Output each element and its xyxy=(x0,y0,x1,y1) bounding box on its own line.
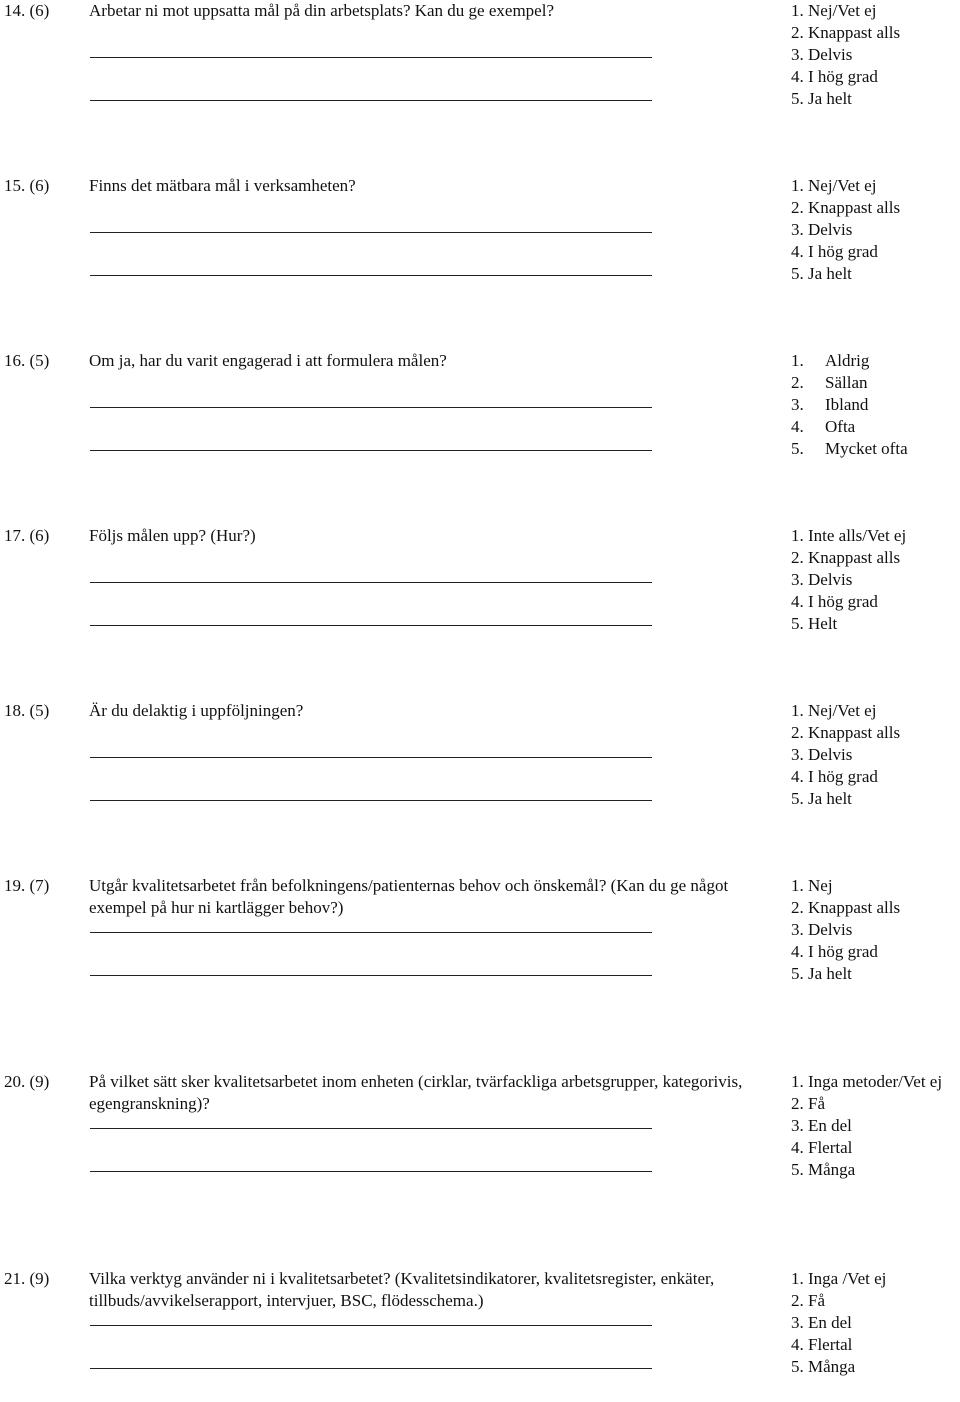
answer-line[interactable] xyxy=(90,757,652,758)
answer-option[interactable]: 1. Nej/Vet ej xyxy=(791,701,877,720)
answer-option[interactable]: 4. Ofta xyxy=(791,417,856,436)
answer-line[interactable] xyxy=(90,100,652,101)
answer-option[interactable]: 5. Ja helt xyxy=(791,264,852,283)
answer-option[interactable]: 2. Knappast alls xyxy=(791,898,901,917)
answer-options xyxy=(791,175,900,285)
question-text: Följs målen upp? (Hur?) xyxy=(89,526,256,545)
question-text: Arbetar ni mot uppsatta mål på din arbetsplats? Kan du ge exempel? xyxy=(89,1,554,20)
answer-line[interactable] xyxy=(90,1128,652,1129)
answer-option[interactable]: 4. I hög grad xyxy=(791,592,878,611)
answer-option[interactable]: 1. Inga metoder/Vet ej xyxy=(791,1072,943,1091)
answer-option[interactable]: 4. I hög grad xyxy=(791,67,878,86)
answer-option[interactable]: 2. Få xyxy=(791,1291,825,1310)
answer-option[interactable]: 4. Flertal xyxy=(791,1335,853,1354)
answer-options xyxy=(791,875,900,985)
answer-option[interactable]: 2. Sällan xyxy=(791,373,868,392)
question-number: 18. (5) xyxy=(4,701,50,720)
answer-option[interactable]: 2. Knappast alls xyxy=(791,23,901,42)
answer-option[interactable]: 4. I hög grad xyxy=(791,242,878,261)
answer-line[interactable] xyxy=(90,232,652,233)
question-number: 15. (6) xyxy=(4,176,50,195)
question-number: 14. (6) xyxy=(4,1,50,20)
answer-option[interactable]: 5. Mycket ofta xyxy=(791,439,908,458)
answer-line[interactable] xyxy=(90,1171,652,1172)
answer-option[interactable]: 1. Inga /Vet ej xyxy=(791,1269,887,1288)
answer-line[interactable] xyxy=(90,450,652,451)
question-text: Vilka verktyg använder ni i kvalitetsarbetet? (Kvalitetsindikatorer, kvalitetsregister, enkäter, tillbuds/avvikelserapport, intervjuer, BSC, flödesschema.) xyxy=(89,1269,715,1310)
answer-option[interactable]: 3. Delvis xyxy=(791,45,853,64)
answer-option[interactable]: 2. Knappast alls xyxy=(791,198,901,217)
answer-line[interactable] xyxy=(90,275,652,276)
answer-option[interactable]: 3. En del xyxy=(791,1313,852,1332)
question-text: Finns det mätbara mål i verksamheten? xyxy=(89,176,356,195)
answer-option[interactable]: 5. Ja helt xyxy=(791,89,852,108)
question-text: Utgår kvalitetsarbetet från befolkningens/patienternas behov och önskemål? (Kan du ge något exempel på hur ni kartlägger behov?) xyxy=(89,876,729,917)
answer-line[interactable] xyxy=(90,1325,652,1326)
answer-option[interactable]: 4. Flertal xyxy=(791,1138,853,1157)
question-text: Är du delaktig i uppföljningen? xyxy=(89,701,304,720)
answer-line[interactable] xyxy=(90,975,652,976)
answer-option[interactable]: 1. Nej/Vet ej xyxy=(791,176,877,195)
answer-options xyxy=(791,525,906,635)
answer-line[interactable] xyxy=(90,625,652,626)
question-number: 19. (7) xyxy=(4,876,50,895)
question-number: 17. (6) xyxy=(4,526,50,545)
answer-line[interactable] xyxy=(90,57,652,58)
answer-line[interactable] xyxy=(90,800,652,801)
question-text: På vilket sätt sker kvalitetsarbetet inom enheten (cirklar, tvärfackliga arbetsgrupper, kategorivis, egengranskning)? xyxy=(89,1072,743,1113)
answer-line[interactable] xyxy=(90,582,652,583)
answer-option[interactable]: 5. Många xyxy=(791,1160,856,1179)
answer-option[interactable]: 5. Ja helt xyxy=(791,789,852,808)
answer-option[interactable]: 1. Aldrig xyxy=(791,351,870,370)
answer-option[interactable]: 4. I hög grad xyxy=(791,942,878,961)
answer-line[interactable] xyxy=(90,1368,652,1369)
question-number: 21. (9) xyxy=(4,1269,50,1288)
answer-option[interactable]: 5. Ja helt xyxy=(791,964,852,983)
answer-options xyxy=(791,1268,886,1378)
question-text: Om ja, har du varit engagerad i att formulera målen? xyxy=(89,351,447,370)
answer-option[interactable]: 5. Många xyxy=(791,1357,856,1376)
answer-options xyxy=(791,1071,942,1181)
answer-option[interactable]: 2. Knappast alls xyxy=(791,723,901,742)
answer-options xyxy=(791,350,908,460)
answer-option[interactable]: 5. Helt xyxy=(791,614,838,633)
answer-option[interactable]: 3. Delvis xyxy=(791,570,853,589)
answer-line[interactable] xyxy=(90,932,652,933)
answer-options xyxy=(791,0,900,110)
answer-option[interactable]: 2. Knappast alls xyxy=(791,548,901,567)
question-number: 20. (9) xyxy=(4,1072,50,1091)
answer-option[interactable]: 1. Inte alls/Vet ej xyxy=(791,526,907,545)
answer-option[interactable]: 3. Delvis xyxy=(791,920,853,939)
answer-option[interactable]: 3. Ibland xyxy=(791,395,869,414)
answer-option[interactable]: 1. Nej/Vet ej xyxy=(791,1,877,20)
answer-option[interactable]: 3. Delvis xyxy=(791,745,853,764)
answer-option[interactable]: 3. En del xyxy=(791,1116,852,1135)
answer-option[interactable]: 4. I hög grad xyxy=(791,767,878,786)
answer-line[interactable] xyxy=(90,407,652,408)
answer-option[interactable]: 3. Delvis xyxy=(791,220,853,239)
answer-options xyxy=(791,700,900,810)
question-number: 16. (5) xyxy=(4,351,50,370)
answer-option[interactable]: 1. Nej xyxy=(791,876,833,895)
answer-option[interactable]: 2. Få xyxy=(791,1094,825,1113)
